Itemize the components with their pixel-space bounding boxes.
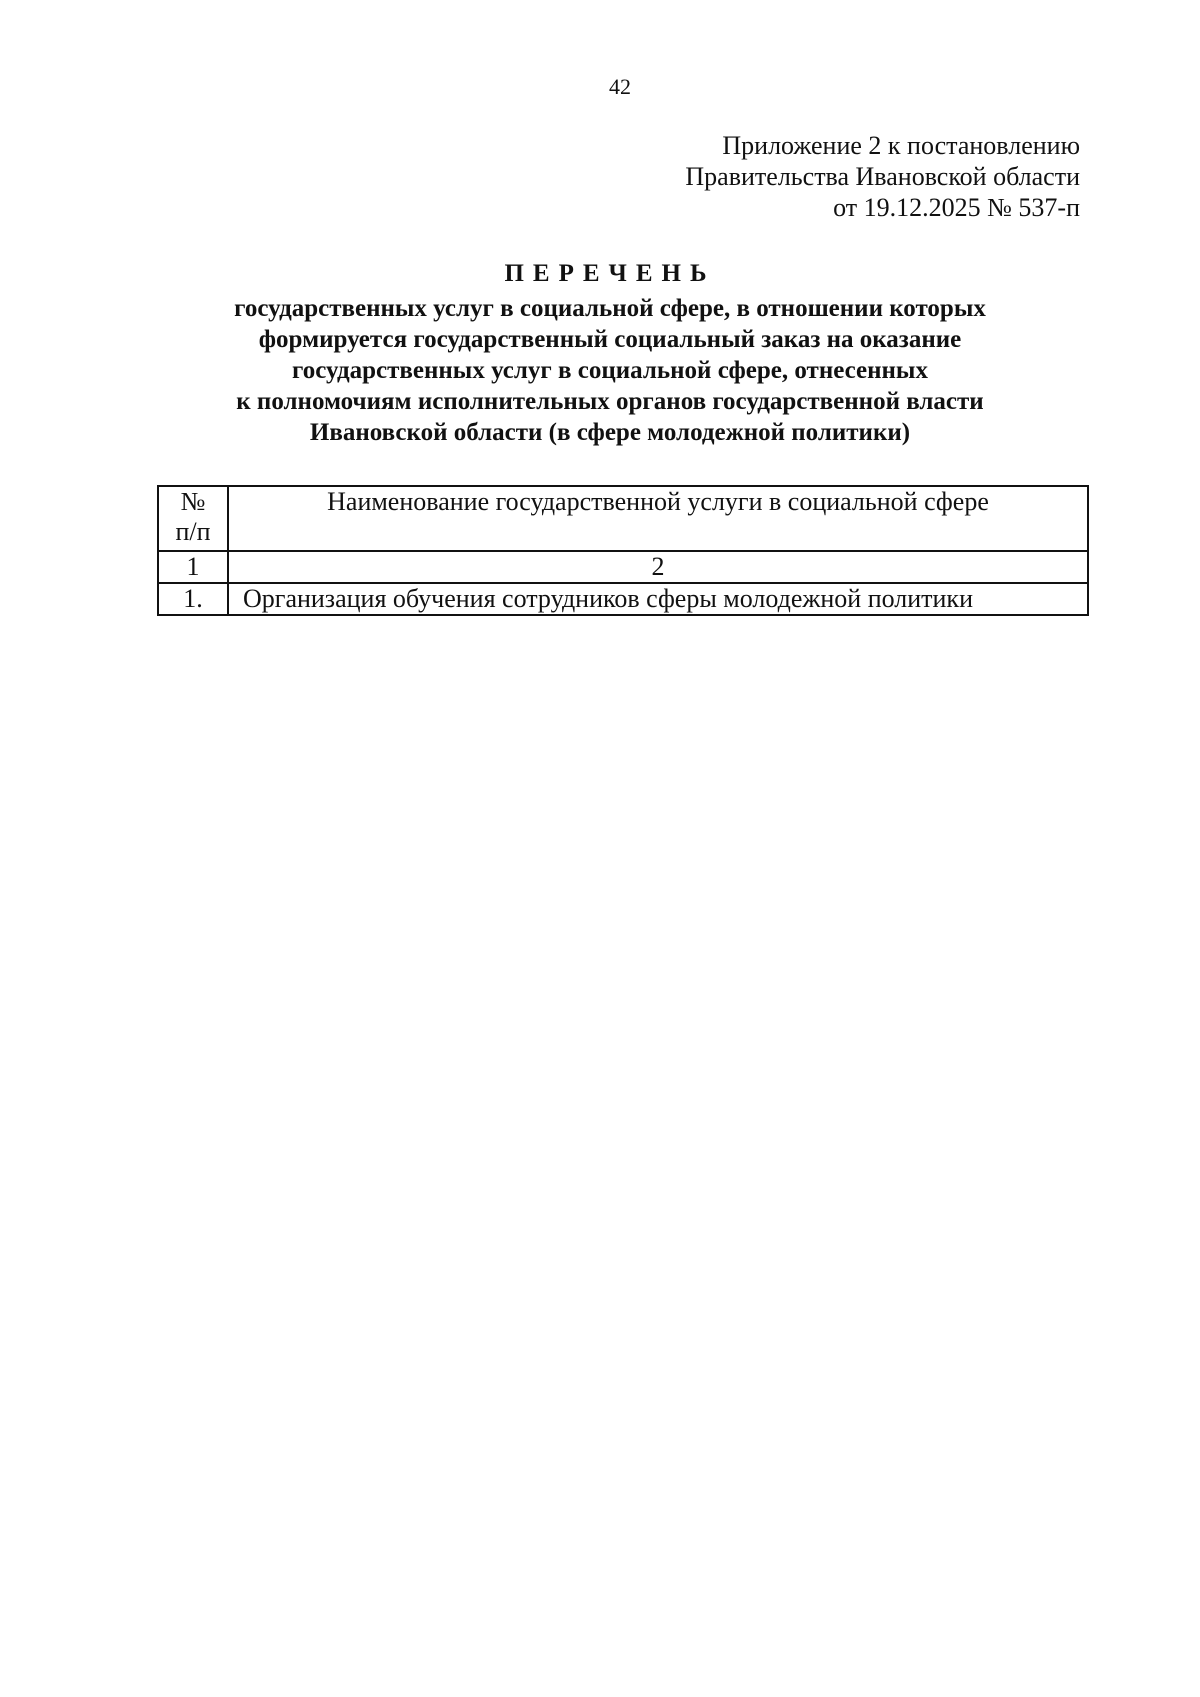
table-header-row [158, 486, 1088, 551]
column-index-cell: 1 [158, 551, 228, 583]
header-number-sublabel: п/п [175, 517, 211, 546]
row-name-cell: Организация обучения сотрудников сферы молодежной политики [228, 583, 1088, 615]
services-table [157, 485, 1089, 616]
title-heading: ПЕРЕЧЕНЬ [504, 260, 716, 287]
appendix-line: Правительства Ивановской области [685, 162, 1080, 191]
column-index-row [158, 551, 1088, 583]
appendix-reference [685, 130, 1080, 223]
header-number-cell [158, 486, 228, 551]
header-number-label: № [180, 487, 206, 516]
title-line: государственных услуг в социальной сфере, отнесенных [292, 357, 928, 384]
column-index-cell: 2 [228, 551, 1088, 583]
title-line: Ивановской области (в сфере молодежной политики) [309, 419, 911, 446]
row-number-cell: 1. [158, 583, 228, 615]
document-title [120, 258, 1100, 448]
page-number: 42 [609, 74, 631, 99]
title-line: к полномочиям исполнительных органов государственной власти [236, 388, 984, 415]
table-row [158, 583, 1088, 615]
appendix-line: Приложение 2 к постановлению [722, 131, 1080, 160]
appendix-line: от 19.12.2025 № 537-п [833, 193, 1080, 222]
title-line: формируется государственный социальный заказ на оказание [258, 326, 962, 353]
title-line: государственных услуг в социальной сфере, в отношении которых [234, 295, 986, 322]
header-name-cell: Наименование государственной услуги в социальной сфере [228, 486, 1088, 551]
